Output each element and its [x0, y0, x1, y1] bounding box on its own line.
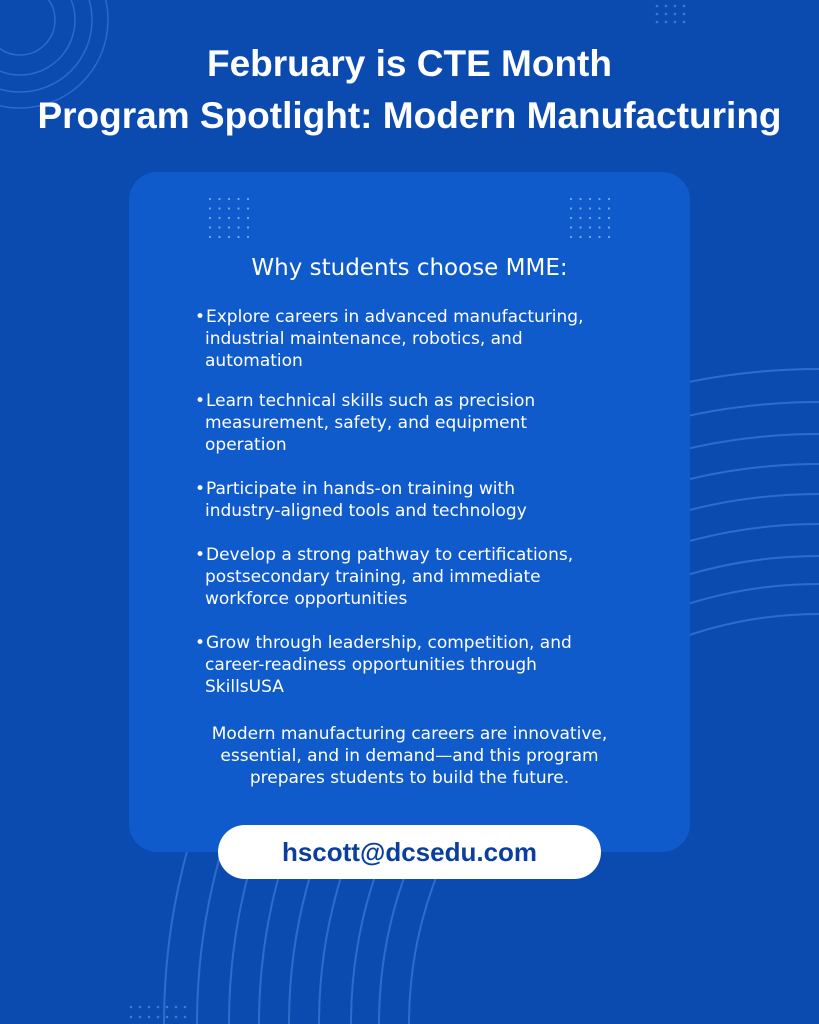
decor-dot: [148, 1016, 151, 1019]
decor-dot: [218, 198, 220, 200]
decor-dot: [608, 198, 610, 200]
decor-dot: [247, 217, 249, 219]
list-item-line: •Develop a strong pathway to certifications,: [195, 545, 574, 565]
decor-dot: [608, 236, 610, 238]
decor-dot: [683, 13, 686, 16]
list-item: [195, 390, 665, 456]
list-item: [195, 544, 665, 610]
decor-dot: [579, 236, 581, 238]
decor-dot: [139, 1006, 142, 1009]
decor-dot: [209, 207, 211, 209]
decor-dot: [579, 207, 581, 209]
decor-dot: [209, 236, 211, 238]
list-item-line: workforce opportunities: [205, 589, 408, 609]
decor-dot: [608, 217, 610, 219]
title-line-2: Program Spotlight: Modern Manufacturing: [37, 95, 782, 136]
list-item-line: •Participate in hands-on training with: [195, 479, 515, 499]
decor-dot: [665, 5, 668, 8]
decor-dot: [656, 21, 659, 24]
decor-dot: [598, 226, 600, 228]
decor-dot: [665, 13, 668, 16]
decor-dot: [166, 1006, 169, 1009]
bullet-glyph: •: [195, 545, 206, 565]
decor-dot: [589, 207, 591, 209]
list-item-line: automation: [205, 351, 303, 371]
decor-dot: [598, 198, 600, 200]
list-item-line: •Explore careers in advanced manufacturing,: [195, 307, 584, 327]
list-item: [195, 306, 665, 372]
decor-dot: [570, 198, 572, 200]
decor-dot: [184, 1006, 187, 1009]
decor-dot: [237, 226, 239, 228]
bullet-glyph: •: [195, 633, 206, 653]
decor-dot: [683, 5, 686, 8]
bullet-glyph: •: [195, 479, 206, 499]
list-item-line: •Learn technical skills such as precision: [195, 391, 536, 411]
decor-dot: [656, 5, 659, 8]
decor-dot: [665, 21, 668, 24]
closing-line: prepares students to build the future.: [249, 768, 570, 788]
decor-dot: [218, 236, 220, 238]
page-title: [0, 38, 819, 142]
decor-dot: [166, 1016, 169, 1019]
decor-dot: [218, 226, 220, 228]
email-contact-button[interactable]: hscott@dcsedu.com: [218, 825, 601, 879]
decor-dot: [579, 226, 581, 228]
decor-dot: [209, 198, 211, 200]
decor-dot: [247, 236, 249, 238]
decor-dot: [570, 226, 572, 228]
decor-dot: [589, 198, 591, 200]
card-heading: Why students choose MME:: [251, 255, 568, 281]
decor-dot: [130, 1016, 133, 1019]
decor-dot: [228, 207, 230, 209]
decor-dot: [608, 226, 610, 228]
decor-dot: [237, 236, 239, 238]
decor-dot: [674, 5, 677, 8]
decor-dot: [589, 236, 591, 238]
decor-dot: [148, 1006, 151, 1009]
list-item: [195, 478, 665, 522]
closing-statement: [129, 723, 690, 789]
decor-dot: [247, 226, 249, 228]
list-item: [195, 632, 665, 698]
benefits-list: [195, 306, 665, 698]
decor-dot: [228, 217, 230, 219]
decor-dot: [157, 1016, 160, 1019]
decor-dot: [228, 198, 230, 200]
decor-dot: [247, 198, 249, 200]
decor-dot: [157, 1006, 160, 1009]
decor-dot: [247, 207, 249, 209]
decor-dot: [570, 207, 572, 209]
decor-dot: [598, 217, 600, 219]
decor-dot: [579, 198, 581, 200]
bullet-glyph: •: [195, 391, 206, 411]
card-dot-grid-right: [567, 195, 615, 241]
list-item-line: industrial maintenance, robotics, and: [205, 329, 523, 349]
list-item-line: operation: [205, 435, 287, 455]
decor-dot: [570, 236, 572, 238]
closing-line: Modern manufacturing careers are innovative,: [211, 724, 608, 744]
decor-dot: [130, 1006, 133, 1009]
card-dot-grid-left: [206, 195, 254, 241]
decor-dot: [608, 207, 610, 209]
decor-dot: [175, 1006, 178, 1009]
list-item-line: postsecondary training, and immediate: [205, 567, 541, 587]
list-item-line: SkillsUSA: [205, 677, 284, 697]
list-item-line: measurement, safety, and equipment: [205, 413, 528, 433]
decor-dot: [589, 226, 591, 228]
decor-dot: [237, 198, 239, 200]
decor-dot: [209, 226, 211, 228]
decor-dot: [598, 236, 600, 238]
list-item-line: industry-aligned tools and technology: [205, 501, 527, 521]
decor-dot: [570, 217, 572, 219]
bullet-glyph: •: [195, 307, 206, 327]
decor-dot: [218, 207, 220, 209]
decor-dot: [579, 217, 581, 219]
decor-dot: [237, 207, 239, 209]
decor-dot: [228, 236, 230, 238]
decor-dot: [218, 217, 220, 219]
decor-dot: [237, 217, 239, 219]
decor-dot: [175, 1016, 178, 1019]
decor-dot: [674, 21, 677, 24]
decor-dot: [674, 13, 677, 16]
decor-dot: [683, 21, 686, 24]
title-line-1: February is CTE Month: [207, 43, 612, 84]
closing-line: essential, and in demand—and this program: [220, 746, 599, 766]
decor-dot: [209, 217, 211, 219]
decor-dot: [228, 226, 230, 228]
list-item-line: •Grow through leadership, competition, and: [195, 633, 572, 653]
decor-dot: [598, 207, 600, 209]
list-item-line: career-readiness opportunities through: [205, 655, 537, 675]
decor-dot: [139, 1016, 142, 1019]
decor-dot: [656, 13, 659, 16]
decor-dot: [184, 1016, 187, 1019]
decor-dot: [589, 217, 591, 219]
